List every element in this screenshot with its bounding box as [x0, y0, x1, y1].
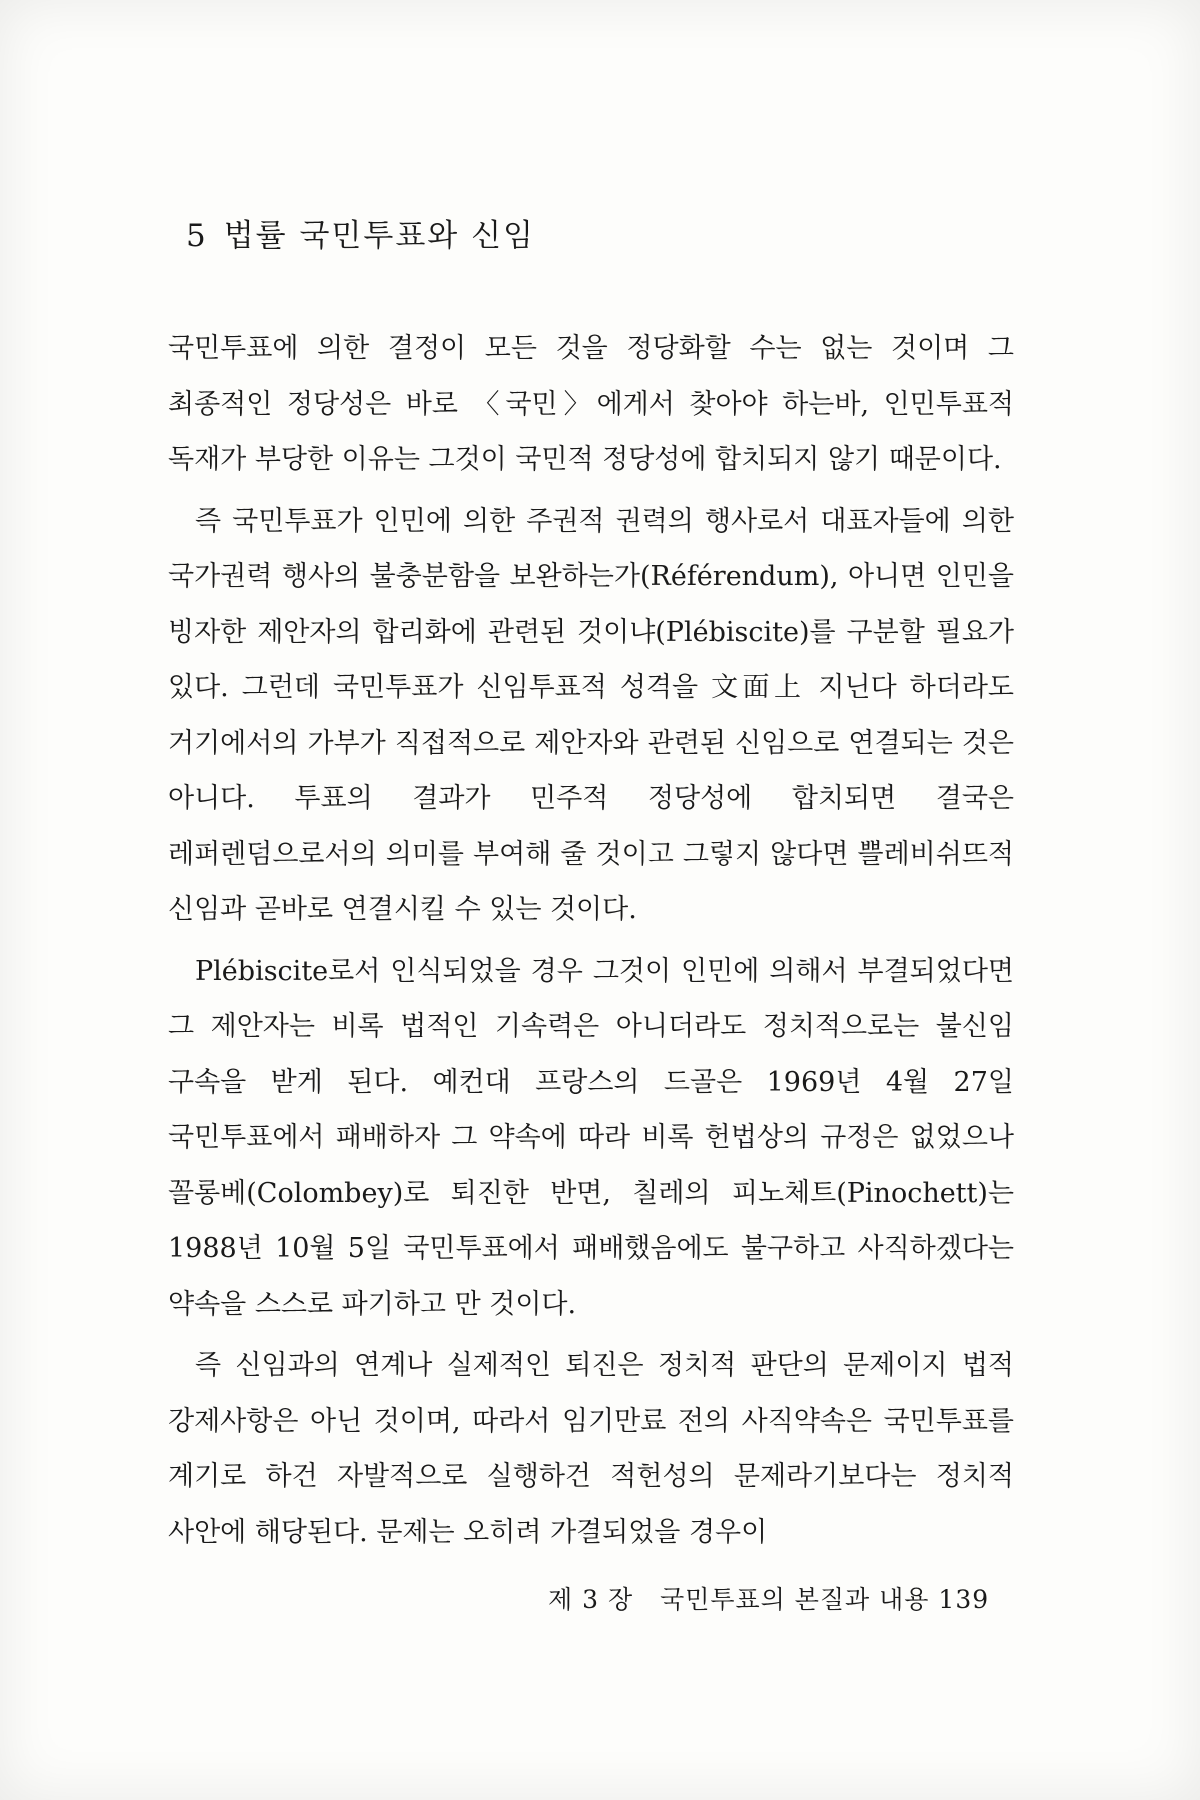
paragraph-4: 즉 신임과의 연계나 실제적인 퇴진은 정치적 판단의 문제이지 법적 강제사항은 아닌 것이며, 따라서 임기만료 전의 사직약속은 국민투표를 계기로 하건 자발적으로 실행하건 적헌성의 문제라기보다는 정치적 사안에 해당된다. 문제는 오히려 가결되었을 경우이: [168, 1350, 1014, 1548]
running-footer: [548, 1580, 989, 1616]
paragraph-1: 국민투표에 의한 결정이 모든 것을 정당화할 수는 없는 것이며 그 최종적인 정당성은 바로 〈국민〉에게서 찾아야 하는바, 인민투표적 독재가 부당한 이유는 그것이 국민적 정당성에 합치되지 않기 때문이다.: [168, 333, 1014, 475]
section-heading: [186, 210, 1014, 255]
page-number: 139: [938, 1585, 990, 1614]
paragraph-2: 즉 국민투표가 인민에 의한 주권적 권력의 행사로서 대표자들에 의한 국가권력 행사의 불충분함을 보완하는가(Référendum), 아니면 인민을 빙자한 제안자의 합리화에 관련된 것이냐(Plébiscite)를 구분할 필요가 있다. 그런데 국민투표가 신임투표적 성격을 文面上 지닌다 하더라도 거기에서의 가부가 직접적으로 제안자와 관련된 신임으로 연결되는 것은 아니다. 투표의 결과가 민주적 정당성에 합치되면 결국은 레퍼렌덤으로서의 의미를 부여해 줄 것이고 그렇지 않다면 쁠레비쉬뜨적 신임과 곧바로 연결시킬 수 있는 것이다.: [168, 505, 1014, 925]
paragraph-3: Plébiscite로서 인식되었을 경우 그것이 인민에 의해서 부결되었다면 그 제안자는 비록 법적인 기속력은 아니더라도 정치적으로는 불신임 구속을 받게 된다. 예컨대 프랑스의 드골은 1969년 4월 27일 국민투표에서 패배하자 그 약속에 따라 비록 헌법상의 규정은 없었으나 꼴롱베(Colombey)로 퇴진한 반면, 칠레의 피노체트(Pinochett)는 1988년 10월 5일 국민투표에서 패배했음에도 불구하고 사직하겠다는 약속을 스스로 파기하고 만 것이다.: [168, 955, 1014, 1320]
footer-chapter-title: 국민투표의 본질과 내용: [660, 1585, 930, 1614]
section-number: 5: [186, 218, 208, 254]
footer-chapter: 제 3 장: [548, 1585, 634, 1614]
page-body: [168, 210, 1014, 1560]
section-title: 법률 국민투표와 신임: [223, 218, 535, 254]
